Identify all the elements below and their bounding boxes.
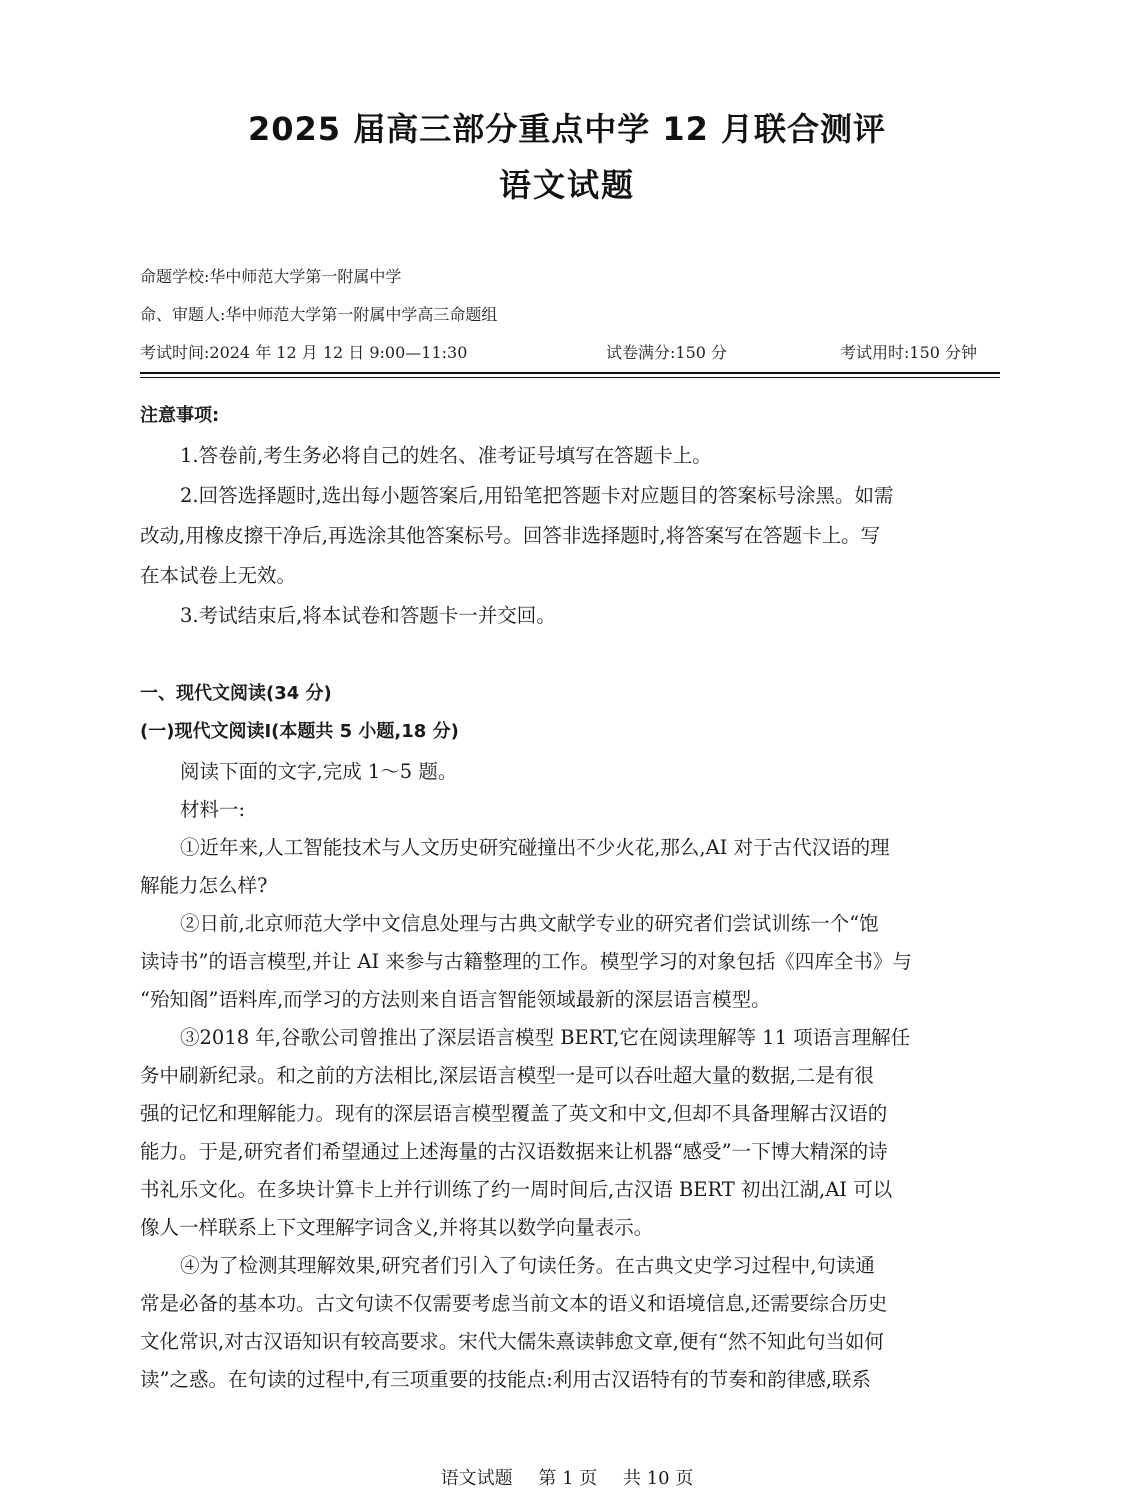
passage-p4-line-4: 读”之惑。在句读的过程中,有三项重要的技能点:利用古汉语特有的节奏和韵律感,联系 [140, 1368, 871, 1391]
notice-item-2-line-1: 2.回答选择题时,选出每小题答案后,用铅笔把答题卡对应题目的答案标号涂黑。如需 [180, 484, 894, 507]
passage-p2-line-1: ②日前,北京师范大学中文信息处理与古典文献学专业的研究者们尝试训练一个“饱 [180, 912, 879, 935]
section-subheading: (一)现代文阅读Ⅰ(本题共 5 小题,18 分) [140, 721, 459, 742]
page-footer [0, 1464, 1134, 1490]
passage-p3-line-5: 书礼乐文化。在多块计算卡上并行训练了约一周时间后,古汉语 BERT 初出江湖,AI 可以 [140, 1178, 893, 1201]
notice-item-2-line-3: 在本试卷上无效。 [140, 564, 297, 587]
exam-time: 考试时间:2024 年 12 月 12 日 9:00—11:30 [140, 343, 468, 362]
passage-p3-line-2: 务中刷新纪录。和之前的方法相比,深层语言模型一是可以吞吐超大量的数据,二是有很 [140, 1064, 874, 1087]
passage-p4-line-3: 文化常识,对古汉语知识有较高要求。宋代大儒朱熹读韩愈文章,便有“然不知此句当如何 [140, 1330, 884, 1353]
material-label: 材料一: [180, 798, 246, 821]
exam-title: 2025 届高三部分重点中学 12 月联合测评 [247, 110, 887, 148]
passage-p3-line-1: ③2018 年,谷歌公司曾推出了深层语言模型 BERT,它在阅读理解等 11 项语言理解任 [180, 1026, 911, 1049]
passage-p4-line-2: 常是必备的基本功。古文句读不仅需要考虑当前文本的语义和语境信息,还需要综合历史 [140, 1292, 888, 1315]
passage-p3-line-4: 能力。于是,研究者们希望通过上述海量的古汉语数据来让机器“感受”一下博大精深的诗 [140, 1140, 888, 1163]
footer-page-number: 第 1 页 [538, 1468, 598, 1489]
header-rule-thick [140, 372, 1000, 374]
full-score: 试卷满分:150 分 [606, 343, 728, 362]
passage-p2-line-3: “殆知阁”语料库,而学习的方法则来自语言智能领域最新的深层语言模型。 [140, 988, 771, 1011]
exam-duration: 考试用时:150 分钟 [840, 343, 978, 362]
reading-instruction: 阅读下面的文字,完成 1～5 题。 [180, 760, 458, 783]
footer-subject: 语文试题 [440, 1468, 513, 1489]
header-rule-thin [140, 377, 1000, 378]
notice-item-1: 1.答卷前,考生务必将自己的姓名、准考证号填写在答题卡上。 [180, 444, 712, 467]
notice-item-3: 3.考试结束后,将本试卷和答题卡一并交回。 [180, 604, 556, 627]
passage-p3-line-3: 强的记忆和理解能力。现有的深层语言模型覆盖了英文和中文,但却不具备理解古汉语的 [140, 1102, 888, 1125]
passage-p4-line-1: ④为了检测其理解效果,研究者们引入了句读任务。在古典文史学习过程中,句读通 [180, 1254, 875, 1277]
passage-p2-line-2: 读诗书”的语言模型,并让 AI 来参与古籍整理的工作。模型学习的对象包括《四库全书》与 [140, 950, 912, 973]
authors-info: 命、审题人:华中师范大学第一附属中学高三命题组 [140, 305, 498, 324]
school-info: 命题学校:华中师范大学第一附属中学 [140, 267, 402, 286]
section-heading: 一、现代文阅读(34 分) [140, 683, 332, 704]
passage-p3-line-6: 像人一样联系上下文理解字词含义,并将其以数学向量表示。 [140, 1216, 654, 1239]
notice-item-2-line-2: 改动,用橡皮擦干净后,再选涂其他答案标号。回答非选择题时,将答案写在答题卡上。写 [140, 524, 881, 547]
notice-heading: 注意事项: [140, 405, 220, 426]
footer-total-pages: 共 10 页 [623, 1468, 694, 1489]
passage-p1-line-2: 解能力怎么样? [140, 874, 268, 897]
passage-p1-line-1: ①近年来,人工智能技术与人文历史研究碰撞出不少火花,那么,AI 对于古代汉语的理 [180, 836, 890, 859]
exam-subtitle: 语文试题 [498, 166, 635, 204]
